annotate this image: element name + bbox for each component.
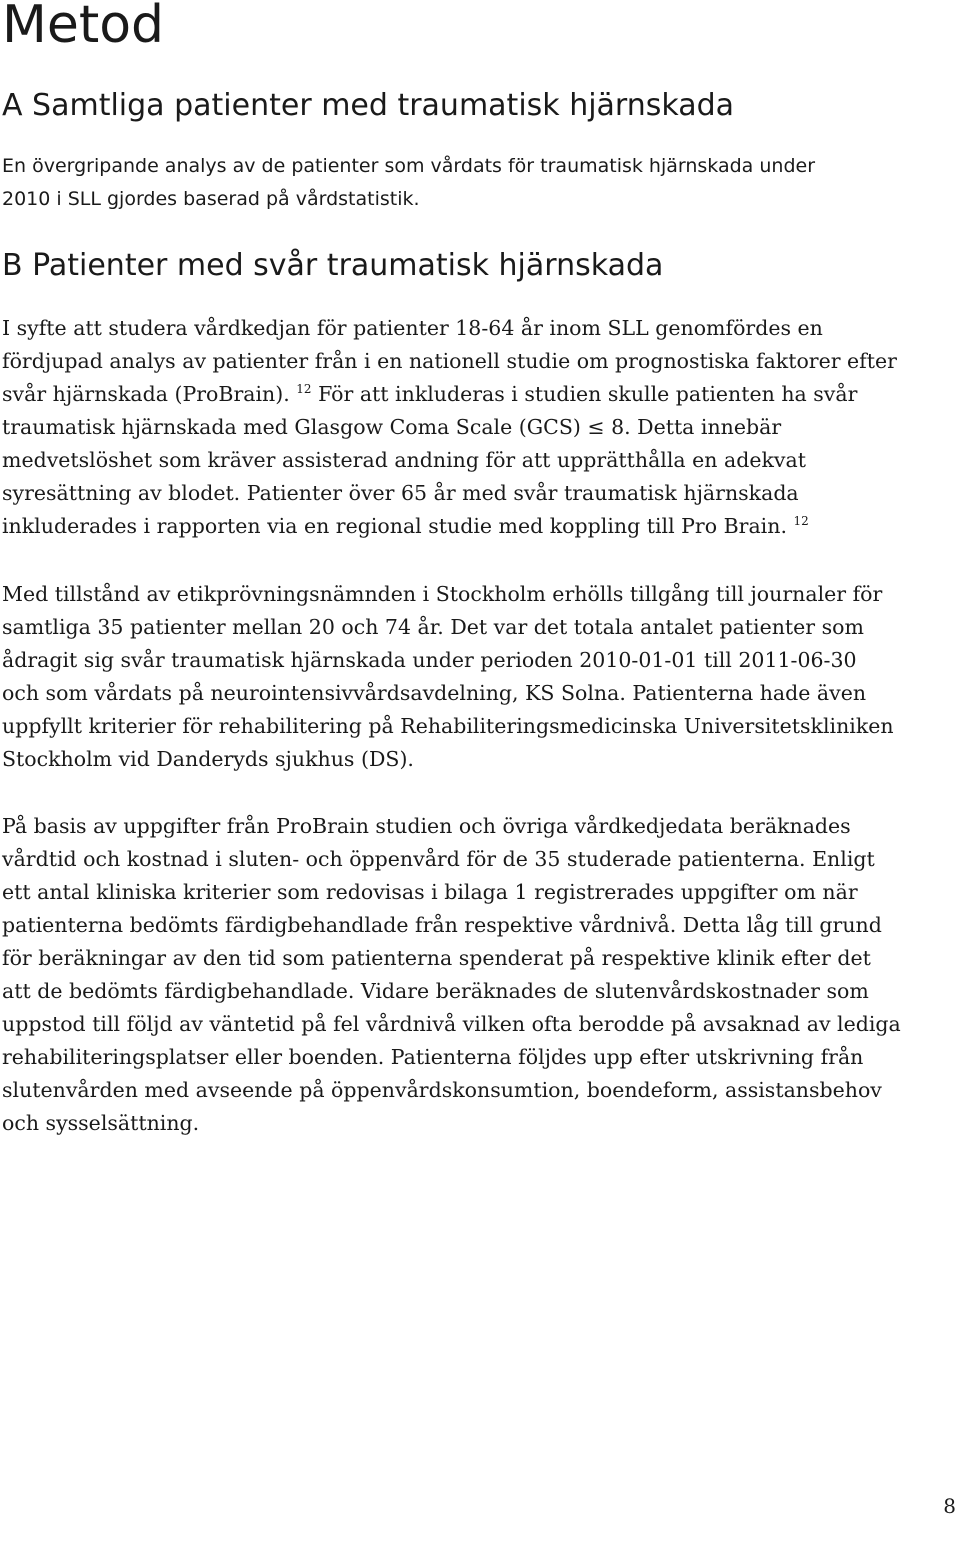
paragraph-line: patienterna bedömts färdigbehandlade från respektive vårdnivå. Detta låg till grund [2, 913, 882, 937]
paragraph-line: för beräkningar av den tid som patienterna spenderat på respektive klinik efter det [2, 946, 871, 970]
paragraph-line: uppstod till följd av väntetid på fel vårdnivå vilken ofta berodde på avsaknad av lediga [2, 1012, 901, 1036]
section-b-paragraph-1 [2, 312, 960, 543]
paragraph-line [2, 510, 960, 543]
page-number: 8 [943, 1494, 956, 1518]
paragraph-line: uppfyllt kriterier för rehabilitering på Rehabiliteringsmedicinska Universitetskliniken [2, 714, 894, 738]
paragraph-text: svår hjärnskada (ProBrain). [2, 382, 290, 406]
paragraph-line [2, 378, 960, 411]
section-a-heading: A Samtliga patienter med traumatisk hjärnskada [2, 88, 735, 123]
paragraph-line: Med tillstånd av etikprövningsnämnden i Stockholm erhölls tillgång till journaler för [2, 582, 883, 606]
paragraph-line: Stockholm vid Danderyds sjukhus (DS). [2, 747, 414, 771]
paragraph-line: att de bedömts färdigbehandlade. Vidare beräknades de slutenvårdskostnader som [2, 979, 869, 1003]
section-a-line: 2010 i SLL gjordes baserad på vårdstatistik. [2, 188, 420, 210]
section-a-paragraph [2, 150, 960, 216]
section-b-paragraph-2 [2, 578, 960, 776]
paragraph-line: traumatisk hjärnskada med Glasgow Coma Scale (GCS) ≤ 8. Detta innebär [2, 415, 782, 439]
paragraph-line: rehabiliteringsplatser eller boenden. Patienterna följdes upp efter utskrivning från [2, 1045, 864, 1069]
paragraph-line: medvetslöshet som kräver assisterad andning för att upprätthålla en adekvat [2, 448, 806, 472]
reference-superscript: 12 [793, 514, 809, 528]
section-b-heading: B Patienter med svår traumatisk hjärnskada [2, 248, 664, 283]
page-title: Metod [2, 0, 165, 55]
paragraph-line: och sysselsättning. [2, 1111, 200, 1135]
reference-superscript: 12 [296, 382, 312, 396]
paragraph-line: fördjupad analys av patienter från i en nationell studie om prognostiska faktorer efter [2, 349, 897, 373]
paragraph-line: syresättning av blodet. Patienter över 65 år med svår traumatisk hjärnskada [2, 481, 799, 505]
section-a-line: En övergripande analys av de patienter som vårdats för traumatisk hjärnskada under [2, 155, 816, 177]
paragraph-line: slutenvården med avseende på öppenvårdskonsumtion, boendeform, assistansbehov [2, 1078, 882, 1102]
paragraph-line: ådragit sig svår traumatisk hjärnskada under perioden 2010-01-01 till 2011-06-30 [2, 648, 857, 672]
section-b-paragraph-3 [2, 810, 960, 1140]
paragraph-text: För att inkluderas i studien skulle patienten ha svår [311, 382, 858, 406]
paragraph-line: vårdtid och kostnad i sluten- och öppenvård för de 35 studerade patienterna. Enligt [2, 847, 875, 871]
paragraph-line: På basis av uppgifter från ProBrain studien och övriga vårdkedjedata beräknades [2, 814, 851, 838]
paragraph-line: samtliga 35 patienter mellan 20 och 74 år. Det var det totala antalet patienter som [2, 615, 864, 639]
paragraph-line: och som vårdats på neurointensivvårdsavdelning, KS Solna. Patienterna hade även [2, 681, 867, 705]
paragraph-text: inkluderades i rapporten via en regional studie med koppling till Pro Brain. [2, 514, 787, 538]
paragraph-line: I syfte att studera vårdkedjan för patienter 18-64 år inom SLL genomfördes en [2, 316, 823, 340]
paragraph-line: ett antal kliniska kriterier som redovisas i bilaga 1 registrerades uppgifter om när [2, 880, 858, 904]
